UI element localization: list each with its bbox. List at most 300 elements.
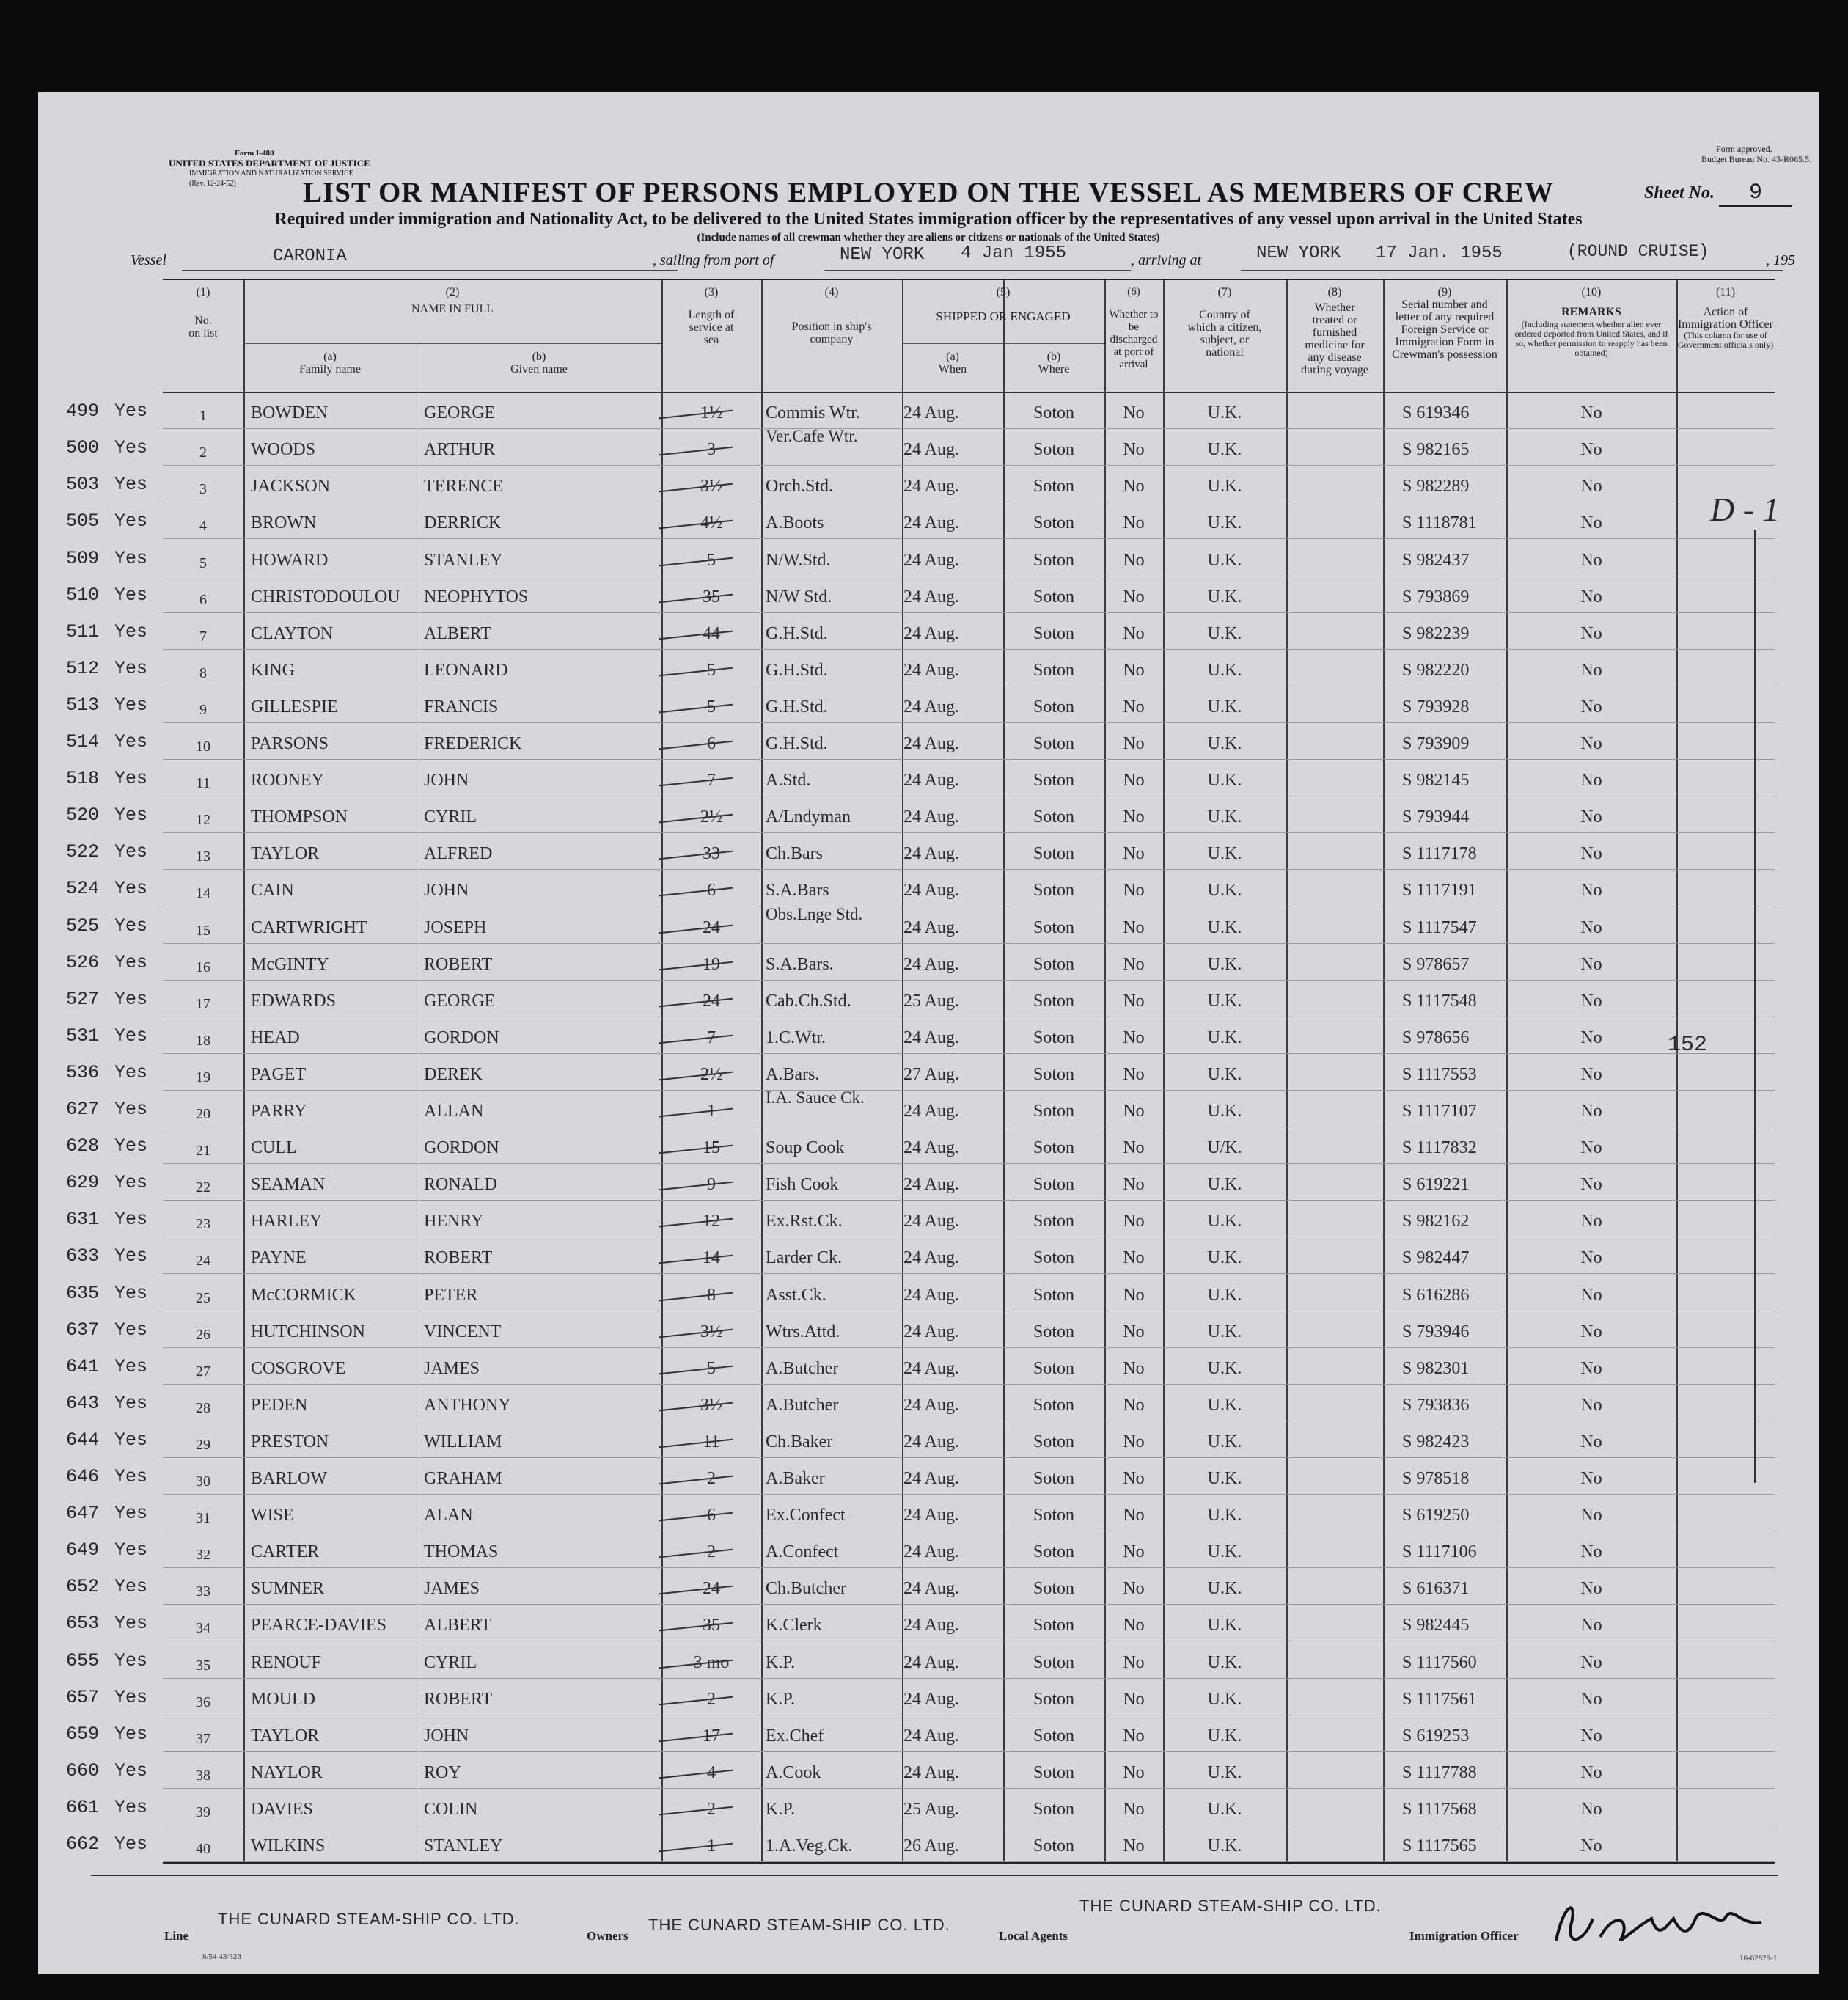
discharged: No <box>1123 1248 1145 1268</box>
position: A.Butcher <box>766 1358 839 1378</box>
row-rule <box>163 980 1775 981</box>
length-of-service: 19 <box>703 954 720 974</box>
family-name: RENOUF <box>251 1652 322 1672</box>
margin-manifest-number: 522 <box>66 841 100 863</box>
remarks: No <box>1580 697 1602 717</box>
length-of-service: 5 <box>707 1358 716 1378</box>
row-number: 16 <box>196 959 210 975</box>
position: Fish Cook <box>766 1175 839 1195</box>
remarks: No <box>1580 1248 1602 1268</box>
serial-number: S 982220 <box>1402 660 1470 680</box>
margin-manifest-number: 524 <box>66 878 100 900</box>
serial-number: S 982447 <box>1402 1248 1470 1268</box>
discharged: No <box>1123 1064 1145 1084</box>
length-of-service: 4 <box>707 1762 716 1782</box>
country: U.K. <box>1207 403 1242 423</box>
position: Larder Ck. <box>766 1248 842 1268</box>
crew-table <box>163 279 1780 1864</box>
given-name: PETER <box>424 1285 478 1305</box>
family-name: PRESTON <box>251 1432 329 1451</box>
row-rule <box>163 869 1775 870</box>
family-name: HOWARD <box>251 550 329 570</box>
country: U.K. <box>1207 734 1242 753</box>
margin-manifest-number: 646 <box>66 1466 100 1487</box>
discharged: No <box>1123 1138 1145 1158</box>
row-rule <box>163 1567 1775 1568</box>
serial-number: S 1117832 <box>1402 1138 1477 1158</box>
col-header-3: (3) Length of service at sea <box>688 286 735 346</box>
margin-manifest-number: 635 <box>66 1282 100 1304</box>
shipped-when: 24 Aug. <box>903 1102 960 1121</box>
row-number: 2 <box>199 444 207 461</box>
family-name: BROWN <box>251 513 317 533</box>
country: U.K. <box>1207 1616 1242 1635</box>
row-number: 13 <box>196 849 210 865</box>
serial-number: S 1117548 <box>1402 991 1477 1011</box>
shipped-where: Soton <box>1033 991 1074 1011</box>
local-agents-label: Local Agents <box>999 1929 1068 1943</box>
country: U.K. <box>1207 697 1242 717</box>
discharged: No <box>1123 1322 1145 1341</box>
row-number: 32 <box>196 1547 210 1564</box>
country: U.K. <box>1207 1322 1242 1341</box>
given-name: ANTHONY <box>424 1395 511 1415</box>
margin-manifest-number: 499 <box>66 400 100 422</box>
margin-manifest-number: 520 <box>66 805 100 827</box>
remarks: No <box>1580 1064 1602 1084</box>
country: U.K. <box>1207 991 1242 1011</box>
shipped-when: 24 Aug. <box>903 623 960 643</box>
length-of-service: 6 <box>707 1506 716 1525</box>
family-name: HUTCHINSON <box>251 1322 365 1341</box>
shipped-when: 24 Aug. <box>903 844 960 864</box>
remarks: No <box>1580 1212 1602 1231</box>
country: U.K. <box>1207 1652 1242 1672</box>
row-number: 7 <box>199 628 207 645</box>
remarks: No <box>1580 1836 1602 1856</box>
discharged: No <box>1123 844 1145 864</box>
country: U.K. <box>1207 1285 1242 1305</box>
shipped-where: Soton <box>1033 1028 1074 1047</box>
margin-yes: Yes <box>114 1282 148 1304</box>
serial-number: S 1117106 <box>1402 1542 1477 1562</box>
country: U.K. <box>1207 1469 1242 1488</box>
position: A.Cook <box>766 1762 821 1782</box>
length-of-service: 6 <box>707 734 716 753</box>
serial-number: S 982301 <box>1402 1358 1470 1378</box>
page-title: LIST OR MANIFEST OF PERSONS EMPLOYED ON THE VESSEL AS MEMBERS OF CREW <box>303 177 1554 208</box>
length-of-service: 8 <box>707 1285 716 1305</box>
remarks: No <box>1580 734 1602 753</box>
country: U.K. <box>1207 513 1242 533</box>
shipped-when: 24 Aug. <box>903 697 960 717</box>
family-name: NAYLOR <box>251 1762 323 1782</box>
serial-number: S 1117553 <box>1402 1064 1477 1084</box>
shipped-when: 24 Aug. <box>903 513 960 533</box>
given-name: VINCENT <box>424 1322 502 1341</box>
margin-yes: Yes <box>114 400 148 422</box>
given-name: JAMES <box>424 1579 480 1599</box>
position: G.H.Std. <box>766 623 828 643</box>
row-number: 23 <box>196 1216 210 1233</box>
position: Ch.Baker <box>766 1432 833 1451</box>
discharged: No <box>1123 623 1145 643</box>
discharged: No <box>1123 954 1145 974</box>
margin-yes: Yes <box>114 1025 148 1047</box>
shipped-when: 24 Aug. <box>903 587 960 607</box>
given-name: RONALD <box>424 1175 497 1195</box>
length-of-service: 7 <box>707 1028 716 1047</box>
immigration-officer-label: Immigration Officer <box>1409 1929 1519 1943</box>
serial-number: S 982423 <box>1402 1432 1470 1451</box>
remarks: No <box>1580 550 1602 570</box>
length-of-service: 3½ <box>700 477 722 497</box>
row-number: 21 <box>196 1143 210 1160</box>
discharged: No <box>1123 1542 1145 1562</box>
row-number: 29 <box>196 1436 210 1453</box>
length-of-service: 1 <box>707 1836 716 1856</box>
position: G.H.Std. <box>766 734 828 753</box>
shipped-where: Soton <box>1033 917 1074 937</box>
owners-label: Owners <box>587 1929 628 1943</box>
row-number: 19 <box>196 1069 210 1085</box>
officer-signature <box>1541 1897 1776 1955</box>
discharged: No <box>1123 1762 1145 1782</box>
country: U.K. <box>1207 844 1242 864</box>
row-number: 18 <box>196 1032 210 1049</box>
family-name: CLAYTON <box>251 623 334 643</box>
margin-manifest-number: 647 <box>66 1503 100 1525</box>
margin-yes: Yes <box>114 805 148 827</box>
discharged: No <box>1123 734 1145 753</box>
serial-number: S 619346 <box>1402 403 1470 423</box>
shipped-where: Soton <box>1033 881 1074 901</box>
country: U.K. <box>1207 1028 1242 1047</box>
margin-yes: Yes <box>114 1466 148 1487</box>
col-header-4: (4) Position in ship's company <box>791 286 872 345</box>
family-name: TAYLOR <box>251 844 320 864</box>
margin-yes: Yes <box>114 1172 148 1194</box>
serial-number: S 616286 <box>1402 1285 1470 1305</box>
remarks: No <box>1580 1799 1602 1819</box>
discharged: No <box>1123 1285 1145 1305</box>
margin-yes: Yes <box>114 1061 148 1083</box>
shipped-when: 24 Aug. <box>903 550 960 570</box>
discharged: No <box>1123 1028 1145 1047</box>
country: U.K. <box>1207 1836 1242 1856</box>
given-name: GRAHAM <box>424 1469 502 1488</box>
length-of-service: 44 <box>703 623 720 643</box>
col-header-5: (5) SHIPPED OR ENGAGED <box>936 286 1071 323</box>
margin-manifest-number: 518 <box>66 768 100 790</box>
position: Ch.Butcher <box>766 1579 846 1599</box>
margin-yes: Yes <box>114 1135 148 1157</box>
shipped-where: Soton <box>1033 587 1074 607</box>
arriving-port: NEW YORK <box>1256 243 1341 263</box>
remarks: No <box>1580 1689 1602 1709</box>
row-rule <box>163 1200 1775 1201</box>
country: U.K. <box>1207 477 1242 497</box>
shipped-where: Soton <box>1033 477 1074 497</box>
col-header-8: (8) Whether treated or furnished medicine for any disease during voyage <box>1301 286 1368 376</box>
margin-yes: Yes <box>114 1759 148 1781</box>
given-name: GEORGE <box>424 403 496 423</box>
serial-number: S 1117178 <box>1402 844 1477 864</box>
row-rule <box>163 1273 1775 1274</box>
margin-yes: Yes <box>114 1686 148 1708</box>
discharged: No <box>1123 1358 1145 1378</box>
margin-yes: Yes <box>114 1392 148 1414</box>
position: G.H.Std. <box>766 660 828 680</box>
shipped-where: Soton <box>1033 1799 1074 1819</box>
form-number: Form I-480 <box>235 149 274 158</box>
row-number: 37 <box>196 1730 210 1747</box>
margin-yes: Yes <box>114 1613 148 1635</box>
position: N/W.Std. <box>766 550 831 570</box>
margin-manifest-number: 661 <box>66 1796 100 1818</box>
serial-number: S 982165 <box>1402 440 1470 460</box>
serial-number: S 1118781 <box>1402 513 1477 533</box>
position: Ex.Confect <box>766 1506 846 1525</box>
shipped-when: 24 Aug. <box>903 1175 960 1195</box>
remarks: No <box>1580 1138 1602 1158</box>
family-name: PEARCE-DAVIES <box>251 1616 386 1635</box>
margin-manifest-number: 513 <box>66 694 100 716</box>
shipped-where: Soton <box>1033 697 1074 717</box>
margin-yes: Yes <box>114 1099 148 1120</box>
row-rule <box>163 1678 1775 1679</box>
country: U.K. <box>1207 1432 1242 1451</box>
col-header-1: (1) No. on list <box>188 286 218 340</box>
position: 1.A.Veg.Ck. <box>766 1836 853 1856</box>
row-rule <box>163 1861 1775 1862</box>
position: S.A.Bars. <box>766 954 834 974</box>
margin-manifest-number: 503 <box>66 474 100 496</box>
shipped-when: 24 Aug. <box>903 1726 960 1746</box>
shipped-where: Soton <box>1033 807 1074 827</box>
length-of-service: 3½ <box>700 1395 722 1415</box>
margin-manifest-number: 633 <box>66 1245 100 1267</box>
shipped-when: 24 Aug. <box>903 660 960 680</box>
length-of-service: 35 <box>703 1616 720 1635</box>
row-number: 24 <box>196 1253 210 1270</box>
country: U.K. <box>1207 917 1242 937</box>
page-subtitle: Required under immigration and Nationality Act, to be delivered to the United States immigration officer by the representatives of any vessel upon arrival in the United States <box>274 210 1583 229</box>
given-name: GEORGE <box>424 991 496 1011</box>
remarks: No <box>1580 1028 1602 1047</box>
row-rule <box>163 465 1775 466</box>
family-name: SEAMAN <box>251 1175 326 1195</box>
remarks: No <box>1580 771 1602 791</box>
family-name: PAYNE <box>251 1248 307 1268</box>
family-name: WISE <box>251 1506 294 1525</box>
shipped-when: 24 Aug. <box>903 881 960 901</box>
family-name: ROONEY <box>251 771 324 791</box>
margin-yes: Yes <box>114 1319 148 1341</box>
row-rule <box>163 612 1775 613</box>
remarks: No <box>1580 1102 1602 1121</box>
margin-manifest-number: 531 <box>66 1025 100 1047</box>
shipped-when: 27 Aug. <box>903 1064 960 1084</box>
margin-manifest-number: 527 <box>66 988 100 1010</box>
margin-manifest-number: 659 <box>66 1723 100 1745</box>
country: U.K. <box>1207 1064 1242 1084</box>
serial-number: S 619221 <box>1402 1175 1470 1195</box>
action-annotation: D - 1 <box>1710 491 1780 528</box>
length-of-service: 24 <box>703 991 720 1011</box>
shipped-when: 24 Aug. <box>903 1248 960 1268</box>
margin-manifest-number: 660 <box>66 1759 100 1781</box>
shipped-when: 24 Aug. <box>903 1138 960 1158</box>
position: Ex.Chef <box>766 1726 824 1746</box>
country: U.K. <box>1207 1542 1242 1562</box>
shipped-when: 24 Aug. <box>903 807 960 827</box>
country: U.K. <box>1207 1762 1242 1782</box>
arriving-date: 17 Jan. 1955 <box>1376 243 1503 263</box>
remarks: No <box>1580 1395 1602 1415</box>
serial-number: S 982445 <box>1402 1616 1470 1635</box>
margin-yes: Yes <box>114 1796 148 1818</box>
given-name: JOHN <box>424 1726 469 1746</box>
remarks: No <box>1580 1726 1602 1746</box>
row-number: 3 <box>199 481 207 498</box>
row-number: 30 <box>196 1473 210 1490</box>
shipped-where: Soton <box>1033 1542 1074 1562</box>
given-name: ROBERT <box>424 1689 493 1709</box>
given-name: FREDERICK <box>424 734 522 753</box>
row-number: 12 <box>196 812 210 829</box>
discharged: No <box>1123 1432 1145 1451</box>
col-header-10: (10) REMARKS (Including statement whether alien ever ordered deported from United States, and if so, whether permission to reapply has been obtained) <box>1514 286 1668 358</box>
discharged: No <box>1123 1579 1145 1599</box>
family-name: JACKSON <box>251 477 331 497</box>
serial-number: S 1117565 <box>1402 1836 1477 1856</box>
family-name: McGINTY <box>251 954 329 974</box>
row-number: 34 <box>196 1620 210 1637</box>
length-of-service: 24 <box>703 917 720 937</box>
length-of-service: 1 <box>707 1102 716 1121</box>
family-name: CARTWRIGHT <box>251 917 367 937</box>
shipped-where: Soton <box>1033 1248 1074 1268</box>
shipped-where: Soton <box>1033 1726 1074 1746</box>
remarks: No <box>1580 440 1602 460</box>
shipped-when: 24 Aug. <box>903 477 960 497</box>
remarks: No <box>1580 1469 1602 1488</box>
margin-manifest-number: 649 <box>66 1539 100 1561</box>
margin-yes: Yes <box>114 694 148 716</box>
margin-yes: Yes <box>114 1649 148 1671</box>
family-name: COSGROVE <box>251 1358 346 1378</box>
shipped-when: 24 Aug. <box>903 403 960 423</box>
shipped-where: Soton <box>1033 403 1074 423</box>
position: K.P. <box>766 1799 796 1819</box>
country: U.K. <box>1207 771 1242 791</box>
discharged: No <box>1123 917 1145 937</box>
position: Soup Cook <box>766 1138 845 1158</box>
row-rule <box>163 1788 1775 1789</box>
row-number: 20 <box>196 1106 210 1122</box>
given-name: FRANCIS <box>424 697 499 717</box>
shipped-where: Soton <box>1033 1616 1074 1635</box>
row-rule <box>163 1090 1775 1091</box>
shipped-where: Soton <box>1033 734 1074 753</box>
length-of-service: 5 <box>707 660 716 680</box>
length-of-service: 3 <box>707 440 716 460</box>
position: Commis Wtr. <box>766 403 860 423</box>
action-bracket-line <box>1754 530 1756 1483</box>
discharged: No <box>1123 1212 1145 1231</box>
page-subtitle-note: (Include names of all crewman whether they are aliens or citizens or nationals of the United States) <box>697 232 1160 243</box>
family-name: THOMPSON <box>251 807 348 827</box>
row-number: 31 <box>196 1510 210 1527</box>
discharged: No <box>1123 1102 1145 1121</box>
given-name: TERENCE <box>424 477 503 497</box>
discharged: No <box>1123 1506 1145 1525</box>
serial-number: S 1117561 <box>1402 1689 1477 1709</box>
col-header-11: (11) Action of Immigration Officer (This column for use of Government officials only) <box>1677 286 1774 350</box>
shipped-where: Soton <box>1033 844 1074 864</box>
shipped-where: Soton <box>1033 954 1074 974</box>
family-name: PAGET <box>251 1064 307 1084</box>
shipped-when: 24 Aug. <box>903 1652 960 1672</box>
margin-yes: Yes <box>114 474 148 496</box>
col-header-9: (9) Serial number and letter of any required Foreign Service or Immigration Form in Crewman's possession <box>1392 286 1497 361</box>
shipped-when: 24 Aug. <box>903 1506 960 1525</box>
country: U.K. <box>1207 807 1242 827</box>
shipped-when: 26 Aug. <box>903 1836 960 1856</box>
margin-yes: Yes <box>114 1209 148 1231</box>
position: N/W Std. <box>766 587 832 607</box>
remarks: No <box>1580 917 1602 937</box>
row-rule <box>163 759 1775 760</box>
margin-yes: Yes <box>114 1503 148 1525</box>
row-number: 25 <box>196 1289 210 1306</box>
serial-number: S 982162 <box>1402 1212 1470 1231</box>
margin-manifest-number: 505 <box>66 510 100 532</box>
margin-yes: Yes <box>114 1355 148 1377</box>
length-of-service: 4½ <box>700 513 722 533</box>
row-number: 33 <box>196 1583 210 1600</box>
country: U.K. <box>1207 660 1242 680</box>
margin-yes: Yes <box>114 1723 148 1745</box>
row-number: 9 <box>199 701 207 718</box>
margin-yes: Yes <box>114 988 148 1010</box>
family-name: CHRISTODOULOU <box>251 587 400 607</box>
serial-number: S 1117107 <box>1402 1102 1477 1121</box>
position: A/Lndyman <box>766 807 851 827</box>
discharged: No <box>1123 660 1145 680</box>
position: K.P. <box>766 1689 796 1709</box>
serial-number: S 793869 <box>1402 587 1470 607</box>
shipped-when: 24 Aug. <box>903 1616 960 1635</box>
discharged: No <box>1123 1836 1145 1856</box>
length-of-service: 2½ <box>700 1064 722 1084</box>
remarks: No <box>1580 623 1602 643</box>
shipped-when: 24 Aug. <box>903 1469 960 1488</box>
length-of-service: 12 <box>703 1212 720 1231</box>
discharged: No <box>1123 1799 1145 1819</box>
col-header-2a: (a) Family name <box>299 351 361 376</box>
country: U.K. <box>1207 1799 1242 1819</box>
discharged: No <box>1123 550 1145 570</box>
budget-bureau-number: Budget Bureau No. 43-R065.5. <box>1701 154 1811 164</box>
given-name: ALBERT <box>424 1616 491 1635</box>
row-number: 8 <box>199 664 207 681</box>
given-name: WILLIAM <box>424 1432 502 1451</box>
shipped-where: Soton <box>1033 1212 1074 1231</box>
family-name: KING <box>251 660 295 680</box>
given-name: ARTHUR <box>424 440 496 460</box>
